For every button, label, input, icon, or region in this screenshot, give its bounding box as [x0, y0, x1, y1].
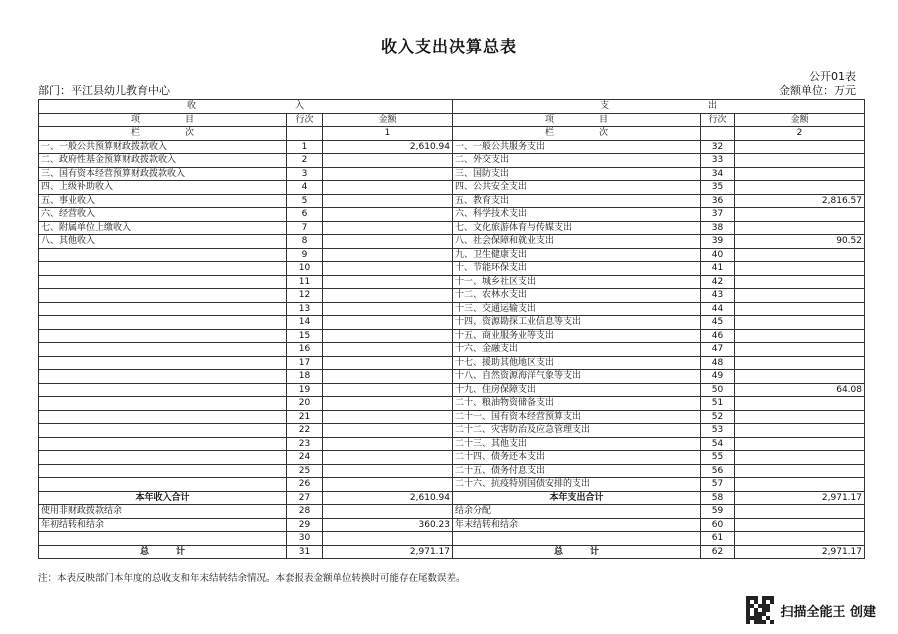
income-amount: [323, 235, 453, 249]
expense-line-no: 36: [701, 194, 735, 208]
income-line-no: 9: [287, 248, 323, 262]
table-row: [39, 221, 865, 235]
expense-item: 十、节能环保支出: [453, 262, 701, 276]
footnote: 注：本表反映部门本年度的总收支和年末结转结余情况。本套报表金额单位转换时可能存在尾数误差。: [38, 573, 466, 584]
income-item: 八、其他收入: [39, 235, 287, 249]
table-row: [39, 181, 865, 195]
income-amount: [323, 262, 453, 276]
expense-line-no: 62: [701, 545, 735, 559]
expense-line-no: 33: [701, 154, 735, 168]
form-number: 公开01表: [809, 70, 856, 83]
income-amount: [323, 532, 453, 546]
expense-item: 年末结转和结余: [453, 518, 701, 532]
income-amount: [323, 289, 453, 303]
income-line-no: 28: [287, 505, 323, 519]
income-amount: 2,971.17: [323, 545, 453, 559]
expense-line-no: 51: [701, 397, 735, 411]
expense-amount: [735, 343, 865, 357]
expense-amount: 2,816.57: [735, 194, 865, 208]
income-item: 五、事业收入: [39, 194, 287, 208]
income-line-no: 12: [287, 289, 323, 303]
income-amount: [323, 370, 453, 384]
expense-item: 结余分配: [453, 505, 701, 519]
income-line-no: 5: [287, 194, 323, 208]
table-row: [39, 464, 865, 478]
expense-line-no: 54: [701, 437, 735, 451]
report-title: 收入支出决算总表: [380, 37, 517, 56]
table-row: [39, 329, 865, 343]
amount-unit-label: 金额单位：万元: [779, 84, 856, 97]
expense-line-no: 46: [701, 329, 735, 343]
expense-line-no: 41: [701, 262, 735, 276]
expense-amount: [735, 532, 865, 546]
table-row: [39, 545, 865, 559]
income-item: 年初结转和结余: [39, 518, 287, 532]
expense-amount: 64.08: [735, 383, 865, 397]
table-row: [39, 154, 865, 168]
expense-item: 本年支出合计: [453, 491, 701, 505]
income-line-no: 20: [287, 397, 323, 411]
income-line-no: 23: [287, 437, 323, 451]
table-row: [39, 262, 865, 276]
expense-line-no: 34: [701, 167, 735, 181]
expense-line-no: 55: [701, 451, 735, 465]
income-line-no: 31: [287, 545, 323, 559]
income-item: [39, 410, 287, 424]
expense-line-no: 32: [701, 140, 735, 154]
income-item: 二、政府性基金预算财政拨款收入: [39, 154, 287, 168]
income-line-no: 6: [287, 208, 323, 222]
table-row: [39, 343, 865, 357]
income-item: [39, 248, 287, 262]
income-line-no: 22: [287, 424, 323, 438]
expense-line-no: 61: [701, 532, 735, 546]
expense-item: 二十五、债务付息支出: [453, 464, 701, 478]
expense-item: 二、外交支出: [453, 154, 701, 168]
table-row: [39, 140, 865, 154]
table-row: [39, 275, 865, 289]
expense-line-no: 48: [701, 356, 735, 370]
expense-line-no: 56: [701, 464, 735, 478]
expense-amount: [735, 208, 865, 222]
income-item: [39, 262, 287, 276]
table-row: [39, 383, 865, 397]
expense-item: [453, 532, 701, 546]
expense-amount: [735, 356, 865, 370]
income-item: [39, 343, 287, 357]
expense-amount: [735, 221, 865, 235]
income-line-no: 26: [287, 478, 323, 492]
expense-item: 二十四、债务还本支出: [453, 451, 701, 465]
expense-line-no: 45: [701, 316, 735, 330]
income-amount: [323, 275, 453, 289]
expense-item: 十四、资源勘探工业信息等支出: [453, 316, 701, 330]
expense-line-no: 59: [701, 505, 735, 519]
income-line-no: 16: [287, 343, 323, 357]
expense-amount: 2,971.17: [735, 545, 865, 559]
header-row-sections: [39, 100, 865, 114]
expense-column-number: 2: [735, 127, 865, 141]
expense-amount: [735, 451, 865, 465]
expense-amount: [735, 167, 865, 181]
table-row: [39, 518, 865, 532]
expense-amount: [735, 370, 865, 384]
income-line-no: 4: [287, 181, 323, 195]
income-item: [39, 424, 287, 438]
income-amount: 2,610.94: [323, 140, 453, 154]
income-item: 四、上级补助收入: [39, 181, 287, 195]
income-column-number: 1: [323, 127, 453, 141]
income-line-no: 10: [287, 262, 323, 276]
expense-item-header: 项 目: [453, 113, 701, 127]
income-amount: [323, 437, 453, 451]
expense-line-no: 50: [701, 383, 735, 397]
income-item: [39, 451, 287, 465]
income-amount: [323, 302, 453, 316]
expense-amount: [735, 397, 865, 411]
expense-item: 五、教育支出: [453, 194, 701, 208]
income-item: 三、国有资本经营预算财政拨款收入: [39, 167, 287, 181]
expense-item: 十三、交通运输支出: [453, 302, 701, 316]
table-row: [39, 194, 865, 208]
expense-item: 总 计: [453, 545, 701, 559]
income-item: [39, 478, 287, 492]
income-item: 使用非财政拨款结余: [39, 505, 287, 519]
expense-amount: [735, 505, 865, 519]
income-item: 六、经营收入: [39, 208, 287, 222]
expense-amount: [735, 289, 865, 303]
income-amount: [323, 464, 453, 478]
table-row: [39, 491, 865, 505]
expense-line-no: 49: [701, 370, 735, 384]
expense-amount: 90.52: [735, 235, 865, 249]
expense-line-no: 58: [701, 491, 735, 505]
income-header: 收 入: [39, 100, 453, 114]
income-amount: [323, 343, 453, 357]
expense-amount: [735, 424, 865, 438]
expense-line-header: 行次: [701, 113, 735, 127]
expense-header: 支 出: [453, 100, 865, 114]
income-line-no: 3: [287, 167, 323, 181]
table-row: [39, 505, 865, 519]
table-row: [39, 451, 865, 465]
expense-amount: [735, 329, 865, 343]
expense-item: 三、国防支出: [453, 167, 701, 181]
expense-item: 二十一、国有资本经营预算支出: [453, 410, 701, 424]
income-column-blank: [287, 127, 323, 141]
expense-amount: [735, 154, 865, 168]
table-row: [39, 424, 865, 438]
expense-line-no: 52: [701, 410, 735, 424]
expense-column-label: 栏 次: [453, 127, 701, 141]
income-line-no: 19: [287, 383, 323, 397]
table-row: [39, 410, 865, 424]
table-row: [39, 356, 865, 370]
income-amount: [323, 208, 453, 222]
income-line-no: 14: [287, 316, 323, 330]
expense-item: 二十三、其他支出: [453, 437, 701, 451]
expense-amount: [735, 478, 865, 492]
income-item: [39, 275, 287, 289]
income-item: 七、附属单位上缴收入: [39, 221, 287, 235]
expense-line-no: 44: [701, 302, 735, 316]
income-amount: 2,610.94: [323, 491, 453, 505]
expense-item: 十一、城乡社区支出: [453, 275, 701, 289]
expense-amount: [735, 275, 865, 289]
income-line-no: 15: [287, 329, 323, 343]
income-amount: [323, 221, 453, 235]
income-line-no: 27: [287, 491, 323, 505]
table-row: [39, 316, 865, 330]
expense-amount: [735, 437, 865, 451]
qr-code-icon: [746, 596, 774, 624]
income-line-no: 17: [287, 356, 323, 370]
expense-item: 一、一般公共服务支出: [453, 140, 701, 154]
income-amount: [323, 451, 453, 465]
income-amount: [323, 248, 453, 262]
table-row: [39, 289, 865, 303]
expense-line-no: 60: [701, 518, 735, 532]
header-row-index: [39, 127, 865, 141]
department-label: 部门：平江县幼儿教育中心: [38, 84, 170, 97]
table-row: [39, 437, 865, 451]
income-item: [39, 397, 287, 411]
expense-item: 七、文化旅游体育与传媒支出: [453, 221, 701, 235]
expense-item: 四、公共安全支出: [453, 181, 701, 195]
table-row: [39, 302, 865, 316]
income-item: 总 计: [39, 545, 287, 559]
income-item: [39, 464, 287, 478]
expense-item: 十九、住房保障支出: [453, 383, 701, 397]
income-amount: [323, 154, 453, 168]
income-line-no: 7: [287, 221, 323, 235]
income-line-no: 18: [287, 370, 323, 384]
expense-amount: [735, 302, 865, 316]
income-column-label: 栏 次: [39, 127, 287, 141]
income-amount: [323, 194, 453, 208]
table-row: [39, 397, 865, 411]
expense-line-no: 47: [701, 343, 735, 357]
income-amount: [323, 410, 453, 424]
income-amount: [323, 316, 453, 330]
income-amount: [323, 505, 453, 519]
income-line-no: 13: [287, 302, 323, 316]
income-amount: [323, 167, 453, 181]
income-item: 一、一般公共预算财政拨款收入: [39, 140, 287, 154]
income-line-no: 30: [287, 532, 323, 546]
income-amount: [323, 356, 453, 370]
income-amount: [323, 478, 453, 492]
income-item-header: 项 目: [39, 113, 287, 127]
income-amount: [323, 383, 453, 397]
expense-item: 十七、援助其他地区支出: [453, 356, 701, 370]
header-row-columns: [39, 113, 865, 127]
expense-line-no: 57: [701, 478, 735, 492]
income-line-no: 2: [287, 154, 323, 168]
table-row: [39, 478, 865, 492]
income-line-no: 8: [287, 235, 323, 249]
expense-amount: [735, 518, 865, 532]
expense-line-no: 37: [701, 208, 735, 222]
expense-column-blank: [701, 127, 735, 141]
expense-amount: [735, 262, 865, 276]
expense-item: 二十、粮油物资储备支出: [453, 397, 701, 411]
income-amount-header: 金额: [323, 113, 453, 127]
income-line-no: 11: [287, 275, 323, 289]
income-amount: [323, 329, 453, 343]
income-item: [39, 329, 287, 343]
income-item: [39, 302, 287, 316]
expense-item: 九、卫生健康支出: [453, 248, 701, 262]
expense-line-no: 35: [701, 181, 735, 195]
table-row: [39, 370, 865, 384]
expense-amount: 2,971.17: [735, 491, 865, 505]
income-amount: [323, 181, 453, 195]
income-item: [39, 316, 287, 330]
table-row: [39, 167, 865, 181]
expense-item: 六、科学技术支出: [453, 208, 701, 222]
expense-item: 十二、农林水支出: [453, 289, 701, 303]
expense-amount: [735, 248, 865, 262]
expense-amount: [735, 140, 865, 154]
income-amount: 360.23: [323, 518, 453, 532]
income-item: [39, 356, 287, 370]
income-item: [39, 289, 287, 303]
income-item: 本年收入合计: [39, 491, 287, 505]
expense-line-no: 42: [701, 275, 735, 289]
income-item: [39, 370, 287, 384]
income-line-no: 25: [287, 464, 323, 478]
expense-amount-header: 金额: [735, 113, 865, 127]
expense-line-no: 39: [701, 235, 735, 249]
expense-amount: [735, 464, 865, 478]
expense-line-no: 40: [701, 248, 735, 262]
expense-amount: [735, 410, 865, 424]
income-item: [39, 383, 287, 397]
income-line-no: 29: [287, 518, 323, 532]
table-row: [39, 208, 865, 222]
expense-item: 十六、金融支出: [453, 343, 701, 357]
expense-item: 十五、商业服务业等支出: [453, 329, 701, 343]
expense-amount: [735, 181, 865, 195]
income-amount: [323, 424, 453, 438]
income-item: [39, 437, 287, 451]
summary-table: [38, 99, 865, 559]
expense-line-no: 43: [701, 289, 735, 303]
scanner-badge-text: 扫描全能王 创建: [780, 604, 876, 620]
expense-item: 二十二、灾害防治及应急管理支出: [453, 424, 701, 438]
expense-line-no: 53: [701, 424, 735, 438]
income-line-no: 21: [287, 410, 323, 424]
table-row: [39, 532, 865, 546]
expense-item: 二十六、抗疫特别国债安排的支出: [453, 478, 701, 492]
table-row: [39, 235, 865, 249]
expense-item: 十八、自然资源海洋气象等支出: [453, 370, 701, 384]
income-item: [39, 532, 287, 546]
expense-item: 八、社会保障和就业支出: [453, 235, 701, 249]
expense-line-no: 38: [701, 221, 735, 235]
income-amount: [323, 397, 453, 411]
income-line-header: 行次: [287, 113, 323, 127]
scanner-badge: [746, 596, 876, 624]
income-line-no: 24: [287, 451, 323, 465]
table-row: [39, 248, 865, 262]
expense-amount: [735, 316, 865, 330]
income-line-no: 1: [287, 140, 323, 154]
